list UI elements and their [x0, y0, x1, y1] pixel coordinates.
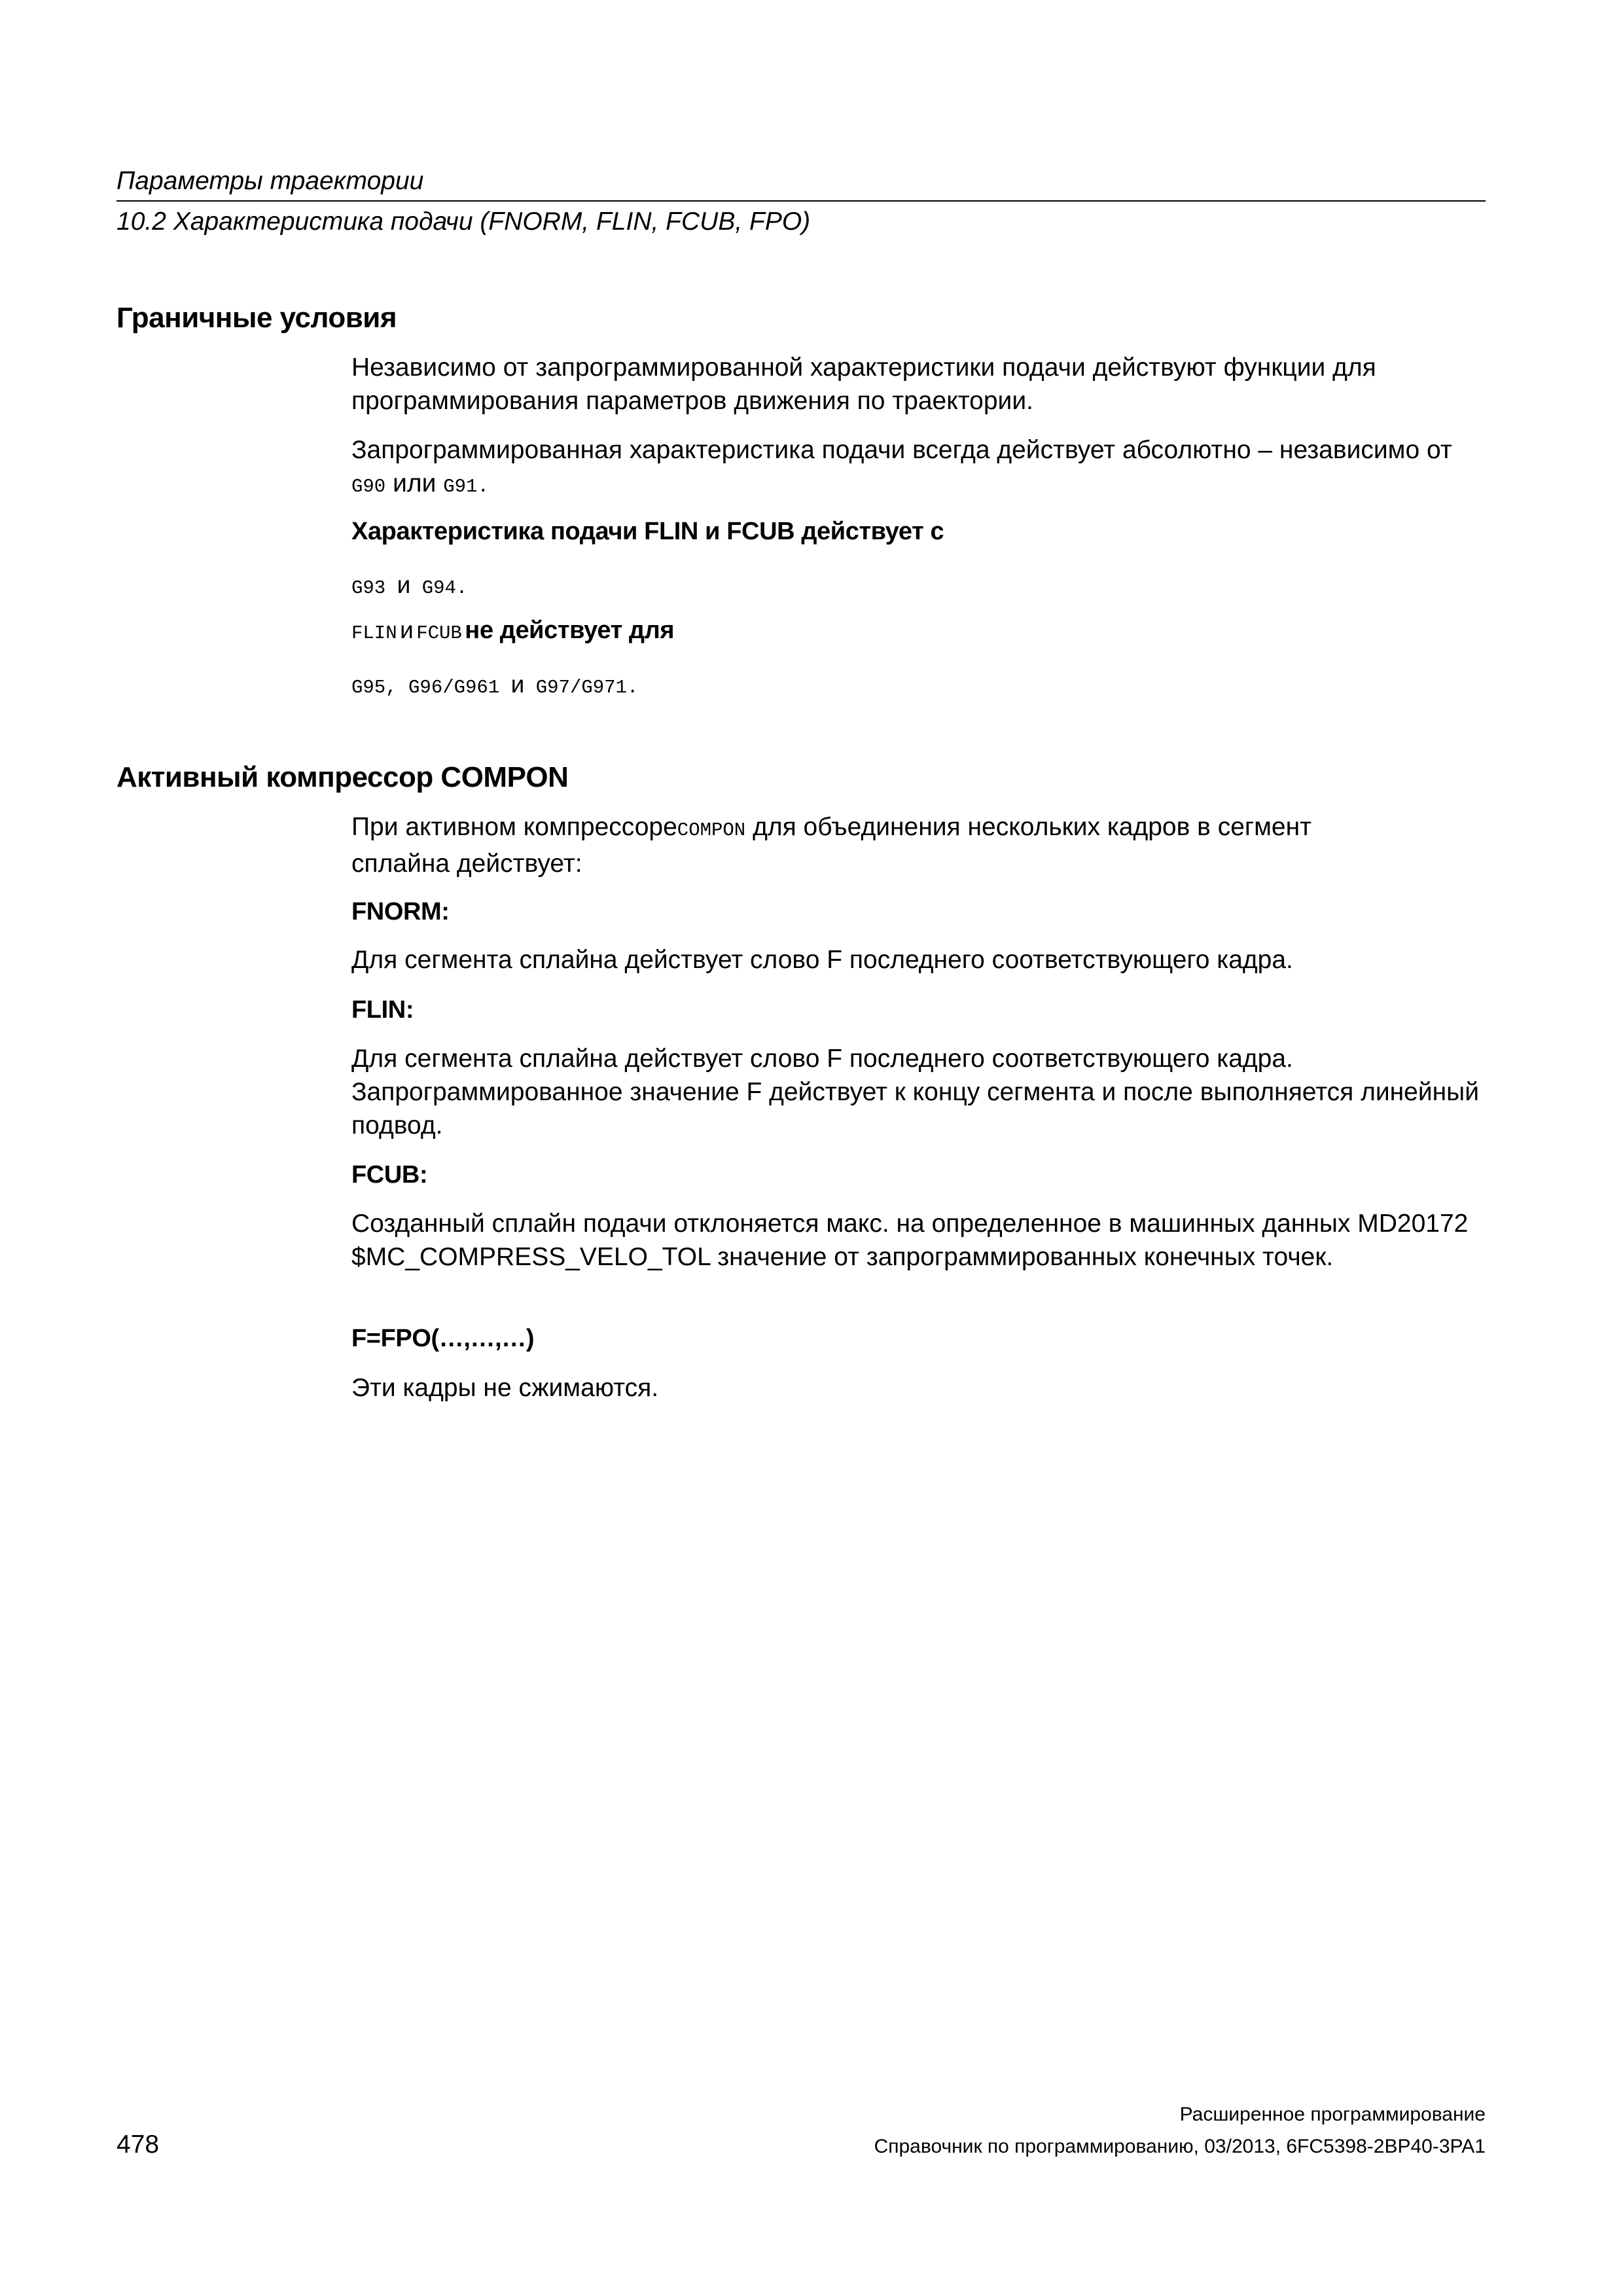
- intro-b: для объединения нескольких кадров в сегмент: [753, 813, 1312, 841]
- page-number: 478: [116, 2130, 160, 2159]
- fcub-text: Созданный сплайн подачи отклоняется макс. на определенное в машинных данных MD20172 $MC_COMPRESS_VELO_TOL значение от запрограммированных конечных точек.: [351, 1210, 1469, 1271]
- section-title-boundary: Граничные условия: [116, 302, 397, 334]
- intro-c: сплайна действует:: [351, 850, 582, 878]
- header-rule: [116, 200, 1486, 202]
- fpo-text: Эти кадры не сжимаются.: [351, 1374, 659, 1402]
- section-title-compon: Активный компрессор COMPON: [116, 761, 569, 793]
- code-g91: G91: [443, 476, 478, 497]
- code-compon: COMPON: [677, 819, 746, 841]
- codes-inactive: [351, 672, 638, 701]
- fpo-heading: F=FPO(…,…,…): [351, 1325, 535, 1352]
- subheading-flin-fcub-inactive: [351, 615, 674, 651]
- codes-active: [351, 572, 467, 601]
- not-active-label: не действует для: [465, 617, 675, 644]
- and-word-2: и: [400, 617, 414, 643]
- code-g97: G97/G971.: [535, 677, 639, 698]
- header-section: 10.2 Характеристика подачи (FNORM, FLIN, FCUB, FPO): [116, 207, 811, 236]
- boundary-paragraph-2: [351, 433, 1490, 503]
- footer-book-ref: Справочник по программированию, 03/2013, 6FC5398-2BP40-3PA1: [874, 2136, 1486, 2157]
- and-word-3: и: [510, 671, 525, 698]
- header-chapter: Параметры траектории: [116, 167, 424, 195]
- code-flin: FLIN: [351, 622, 397, 644]
- code-g90: G90: [351, 476, 386, 497]
- p2-text: Запрограммированная характеристика подачи всегда действует абсолютно – независимо от: [351, 436, 1452, 464]
- p2-end: .: [477, 476, 489, 497]
- compon-intro: [351, 810, 1490, 880]
- intro-a: При активном компрессоре: [351, 813, 677, 841]
- code-g95-g96: G95, G96/G961: [351, 677, 500, 698]
- code-g93: G93: [351, 577, 386, 599]
- fnorm-text: Для сегмента сплайна действует слово F последнего соответствующего кадра.: [351, 946, 1293, 974]
- and-word: и: [397, 571, 411, 598]
- code-g94: G94.: [421, 577, 468, 599]
- code-fcub: FCUB: [416, 622, 462, 644]
- fnorm-heading: FNORM:: [351, 898, 450, 925]
- p2-or: или: [393, 469, 437, 497]
- fcub-heading: FCUB:: [351, 1161, 428, 1189]
- flin-heading: FLIN:: [351, 996, 414, 1024]
- subheading-flin-fcub-active: Характеристика подачи FLIN и FCUB действует с: [351, 518, 944, 545]
- footer-book-title: Расширенное программирование: [1179, 2104, 1486, 2125]
- boundary-paragraph-1: Независимо от запрограммированной характеристики подачи действуют функции для программирования параметров движения по траектории.: [351, 353, 1376, 415]
- flin-text: Для сегмента сплайна действует слово F последнего соответствующего кадра. Запрограммированное значение F действует к концу сегмента и после выполняется линейный подвод.: [351, 1045, 1479, 1139]
